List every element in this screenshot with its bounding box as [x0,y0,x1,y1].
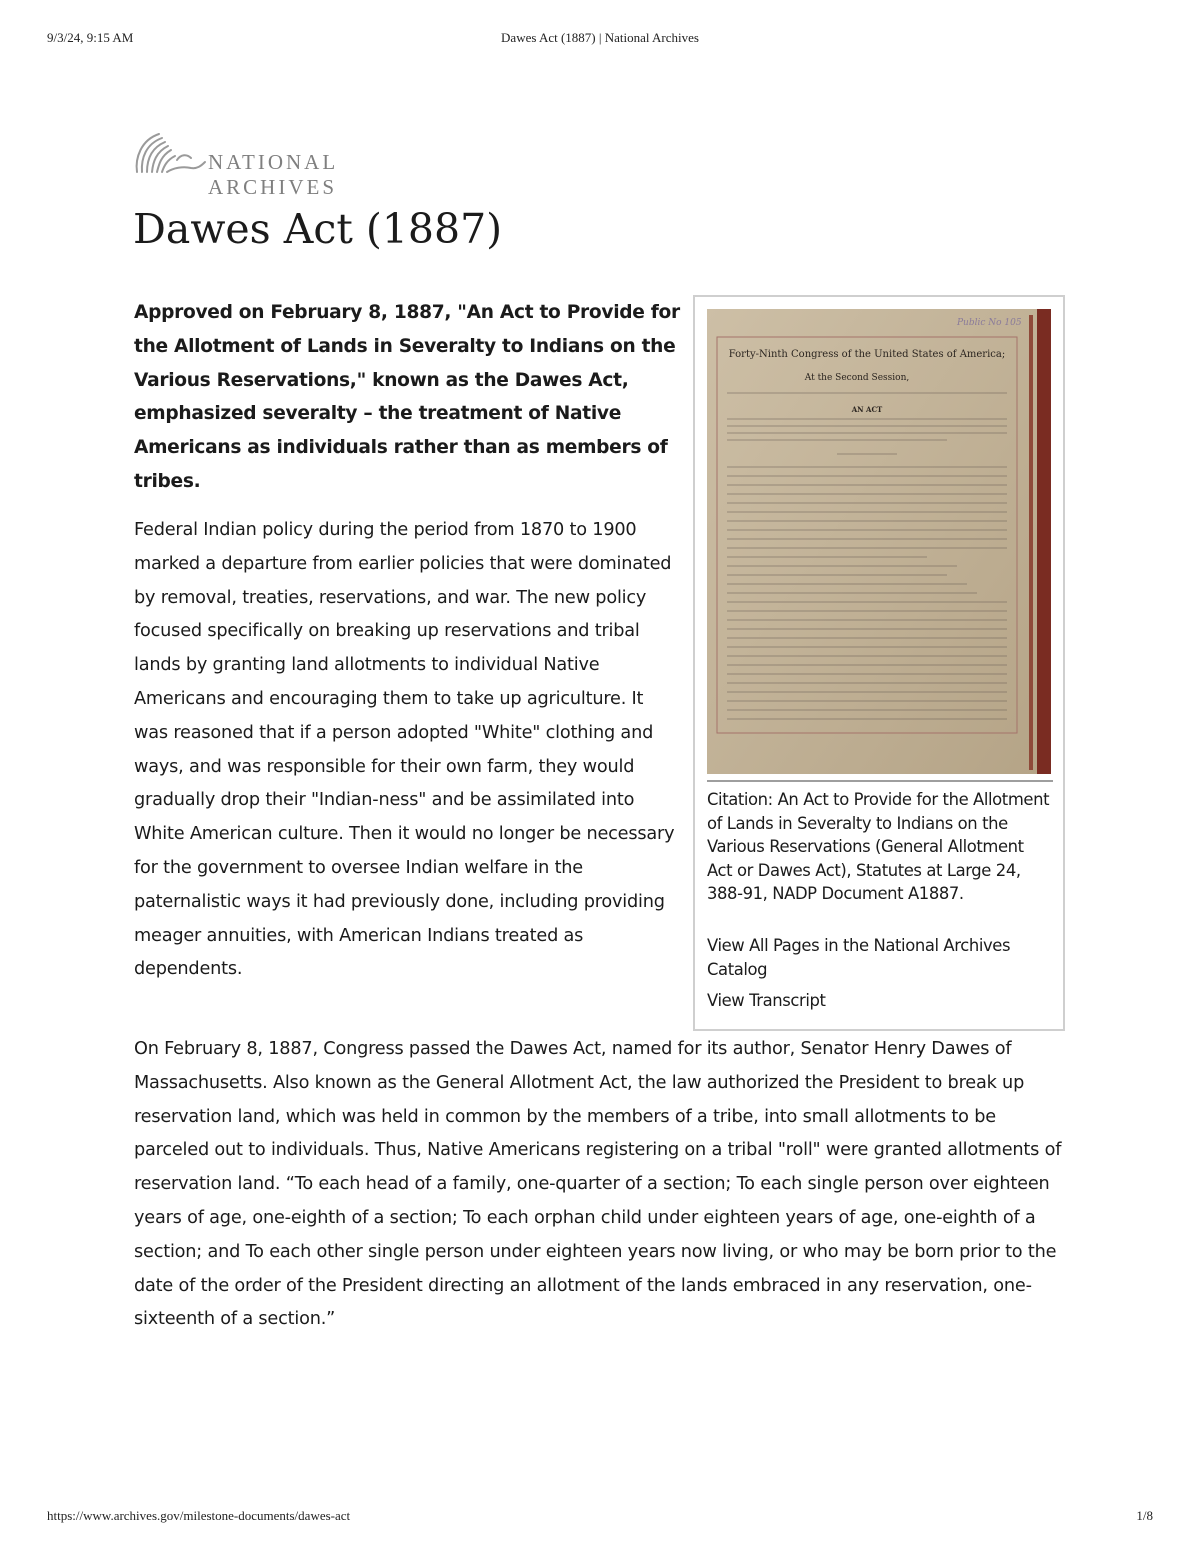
body-paragraph-2: On February 8, 1887, Congress passed the Dawes Act, named for its author, Senator Henry Dawes of Massachusetts. Also known as the General Allotment Act, the law authorized the President to break up reservation land, which was held in common by the members of a tribe, into small allotments to be parceled out to individuals. Thus, Native Americans registering on a tribal "roll" were granted allotments of reservation land. “To each head of a family, one-quarter of a section; To each single person over eighteen years of age, one-eighth of a section; To each orphan child under eighteen years of age, one-eighth of a section; and To each other single person under eighteen years now living, or who may be born prior to the date of the order of the President directing an allotment of the lands embraced in any reservation, one-sixteenth of a section.” [134,1039,1062,1330]
document-figure [693,295,1065,1031]
national-archives-logo[interactable] [133,128,473,199]
image-subheading: At the Second Session, [804,373,910,383]
logo-wordmark: NATIONAL ARCHIVES [208,150,338,199]
print-footer [0,1508,1200,1528]
print-header [0,30,1200,50]
body-paragraph-1: Federal Indian policy during the period from 1870 to 1900 marked a departure from earlier policies that were dominated by removal, treaties, reservations, and war. The new policy focused specifically on breaking up reservations and tribal lands by granting land allotments to individual Native Americans and encouraging them to take up agriculture. It was reasoned that if a person adopted "White" clothing and ways, and was responsible for their own farm, they would gradually drop their "Indian-ness" and be assimilated into White American culture. Then it would no longer be necessary for the government to oversee Indian welfare in the paternalistic ways it had previously done, including providing meager annuities, with American Indians treated as dependents. [134,520,675,980]
print-page-number: 1/8 [1136,1508,1153,1523]
image-annotation: Public No 105 [957,318,1022,328]
print-datetime: 9/3/24, 9:15 AM [47,30,134,45]
image-heading: Forty-Ninth Congress of the United States of America; [728,349,1006,360]
caption-divider [707,780,1053,782]
figure-caption: Citation: An Act to Provide for the Allotment of Lands in Severalty to Indians on the Various Reservations (General Allotment Act or Dawes Act), Statutes at Large 24, 388-91, NADP Document A1887. [707,790,1050,903]
view-catalog-link[interactable]: View All Pages in the National Archives Catalog [707,936,1011,979]
dawes-act-document-image[interactable] [707,309,1051,774]
eagle-icon [133,128,207,180]
lede-paragraph: Approved on February 8, 1887, "An Act to Provide for the Allotment of Lands in Severalty to Indians on the Various Reservations," known as the Dawes Act, emphasized severalty – the treatment of Native Americans as individuals rather than as members of tribes. [134,302,680,492]
print-url: https://www.archives.gov/milestone-documents/dawes-act [47,1508,351,1523]
image-act-label: AN ACT [851,405,883,414]
page-title: Dawes Act (1887) [133,205,503,253]
view-transcript-link[interactable]: View Transcript [707,991,826,1010]
print-page-title: Dawes Act (1887) | National Archives [501,30,699,45]
